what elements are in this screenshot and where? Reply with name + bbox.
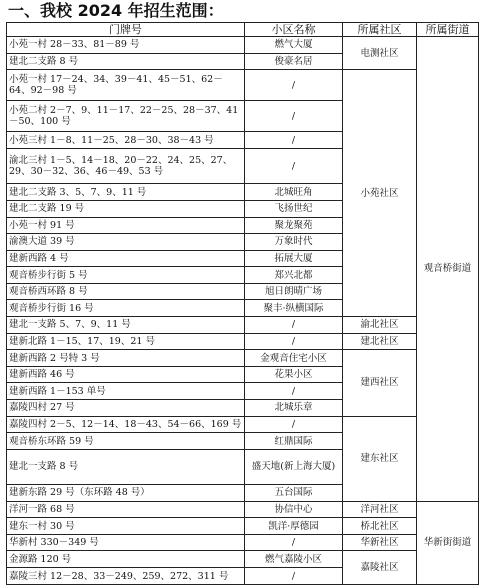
community-name-cell: / <box>245 383 343 400</box>
community-name-cell: 红鼎国际 <box>245 433 343 450</box>
header-subdistrict: 所属社区 <box>343 23 417 37</box>
door-number-cell: 观音桥步行街 16 号 <box>7 300 245 317</box>
subdistrict-cell: 桥北社区 <box>343 518 417 535</box>
street-cell: 华新街街道 <box>417 501 479 584</box>
subdistrict-cell: 电测社区 <box>343 37 417 70</box>
door-number-cell: 建新西路 46 号 <box>7 366 245 383</box>
door-number-cell: 建东一村 30 号 <box>7 518 245 535</box>
table-row <box>7 37 479 54</box>
door-number-cell: 建新西路 1－153 单号 <box>7 383 245 400</box>
community-name-cell: / <box>245 149 343 184</box>
door-number-cell: 小苑三村 1－8、11－25、28－30、38－43 号 <box>7 132 245 149</box>
table-row <box>7 501 479 518</box>
door-number-cell: 观音桥步行街 5 号 <box>7 267 245 284</box>
table-header-row <box>7 23 479 37</box>
subdistrict-cell: 小苑社区 <box>343 70 417 317</box>
door-number-cell: 建新北路 1－15、17、19、21 号 <box>7 333 245 350</box>
community-name-cell: 花果小区 <box>245 366 343 383</box>
community-name-cell: / <box>245 333 343 350</box>
door-number-cell: 建北一支路 8 号 <box>7 449 245 484</box>
community-name-cell: 郑兴北都 <box>245 267 343 284</box>
subdistrict-cell: 建西社区 <box>343 350 417 416</box>
street-cell: 观音桥街道 <box>417 37 479 502</box>
community-name-cell: 燃气大厦 <box>245 37 343 54</box>
door-number-cell: 观音桥东环路 59 号 <box>7 433 245 450</box>
community-name-cell: 北城旺角 <box>245 184 343 201</box>
community-name-cell: / <box>245 101 343 132</box>
door-number-cell: 小苑一村 28－33、81－89 号 <box>7 37 245 54</box>
table-row <box>7 350 479 367</box>
header-community-name: 小区名称 <box>245 23 343 37</box>
door-number-cell: 小苑一村 17－24、34、39－41、45－51、62－64、92－98 号 <box>7 70 245 101</box>
community-name-cell: 聚丰·纵横国际 <box>245 300 343 317</box>
community-name-cell: / <box>245 132 343 149</box>
community-name-cell: 燃气嘉陵小区 <box>245 551 343 568</box>
section-heading: 一、我校 2024 年招生范围： <box>8 1 224 20</box>
door-number-cell: 观音桥西环路 8 号 <box>7 283 245 300</box>
subdistrict-cell: 嘉陵社区 <box>343 551 417 585</box>
table-row <box>7 518 479 535</box>
door-number-cell: 渝北三村 1－5、14－18、20－22、24、25、27、29、30－32、36、46－49、53 号 <box>7 149 245 184</box>
community-name-cell: / <box>245 568 343 585</box>
door-number-cell: 建北一支路 5、7、9、11 号 <box>7 317 245 334</box>
door-number-cell: 建北二支路 8 号 <box>7 53 245 70</box>
door-number-cell: 建新东路 29 号（东环路 48 号） <box>7 485 245 502</box>
community-name-cell: 金观音住宅小区 <box>245 350 343 367</box>
door-number-cell: 华新村 330－349 号 <box>7 534 245 551</box>
subdistrict-cell: 建北社区 <box>343 333 417 350</box>
community-name-cell: 俊豪名居 <box>245 53 343 70</box>
door-number-cell: 渝澳大道 39 号 <box>7 234 245 251</box>
door-number-cell: 建北二支路 3、5、7、9、11 号 <box>7 184 245 201</box>
door-number-cell: 建新西路 4 号 <box>7 250 245 267</box>
community-name-cell: 飞扬世纪 <box>245 200 343 217</box>
door-number-cell: 建北二支路 19 号 <box>7 200 245 217</box>
door-number-cell: 嘉陵四村 2－5、12－14、18－43、54－66、169 号 <box>7 416 245 433</box>
door-number-cell: 洋河一路 68 号 <box>7 501 245 518</box>
header-street: 所属街道 <box>417 23 479 37</box>
door-number-cell: 金源路 120 号 <box>7 551 245 568</box>
subdistrict-cell: 洋河社区 <box>343 501 417 518</box>
table-row <box>7 317 479 334</box>
community-name-cell: 万象时代 <box>245 234 343 251</box>
community-name-cell: / <box>245 70 343 101</box>
community-name-cell: 凯洋·厚德园 <box>245 518 343 535</box>
door-number-cell: 嘉陵三村 12－28、33－249、259、272、311 号 <box>7 568 245 585</box>
table-row <box>7 333 479 350</box>
community-name-cell: / <box>245 317 343 334</box>
community-name-cell: 五台国际 <box>245 485 343 502</box>
admission-range-table <box>6 22 479 585</box>
door-number-cell: 嘉陵四村 27 号 <box>7 400 245 417</box>
subdistrict-cell: 华新社区 <box>343 534 417 551</box>
door-number-cell: 小苑二村 2－7、9、11－17、22－25、28－37、41－50、100 号 <box>7 101 245 132</box>
community-name-cell: / <box>245 416 343 433</box>
subdistrict-cell: 建东社区 <box>343 416 417 501</box>
table-row <box>7 416 479 433</box>
community-name-cell: 盛天地(新上海大厦) <box>245 449 343 484</box>
door-number-cell: 小苑一村 91 号 <box>7 217 245 234</box>
community-name-cell: 北城乐章 <box>245 400 343 417</box>
community-name-cell: 拓展大厦 <box>245 250 343 267</box>
table-row <box>7 551 479 568</box>
community-name-cell: 聚龙聚苑 <box>245 217 343 234</box>
community-name-cell: / <box>245 534 343 551</box>
table-row <box>7 70 479 101</box>
community-name-cell: 协信中心 <box>245 501 343 518</box>
subdistrict-cell: 渝北社区 <box>343 317 417 334</box>
door-number-cell: 建新西路 2 号特 3 号 <box>7 350 245 367</box>
table-row <box>7 534 479 551</box>
header-door-number: 门牌号 <box>7 23 245 37</box>
community-name-cell: 旭日朗晴广场 <box>245 283 343 300</box>
